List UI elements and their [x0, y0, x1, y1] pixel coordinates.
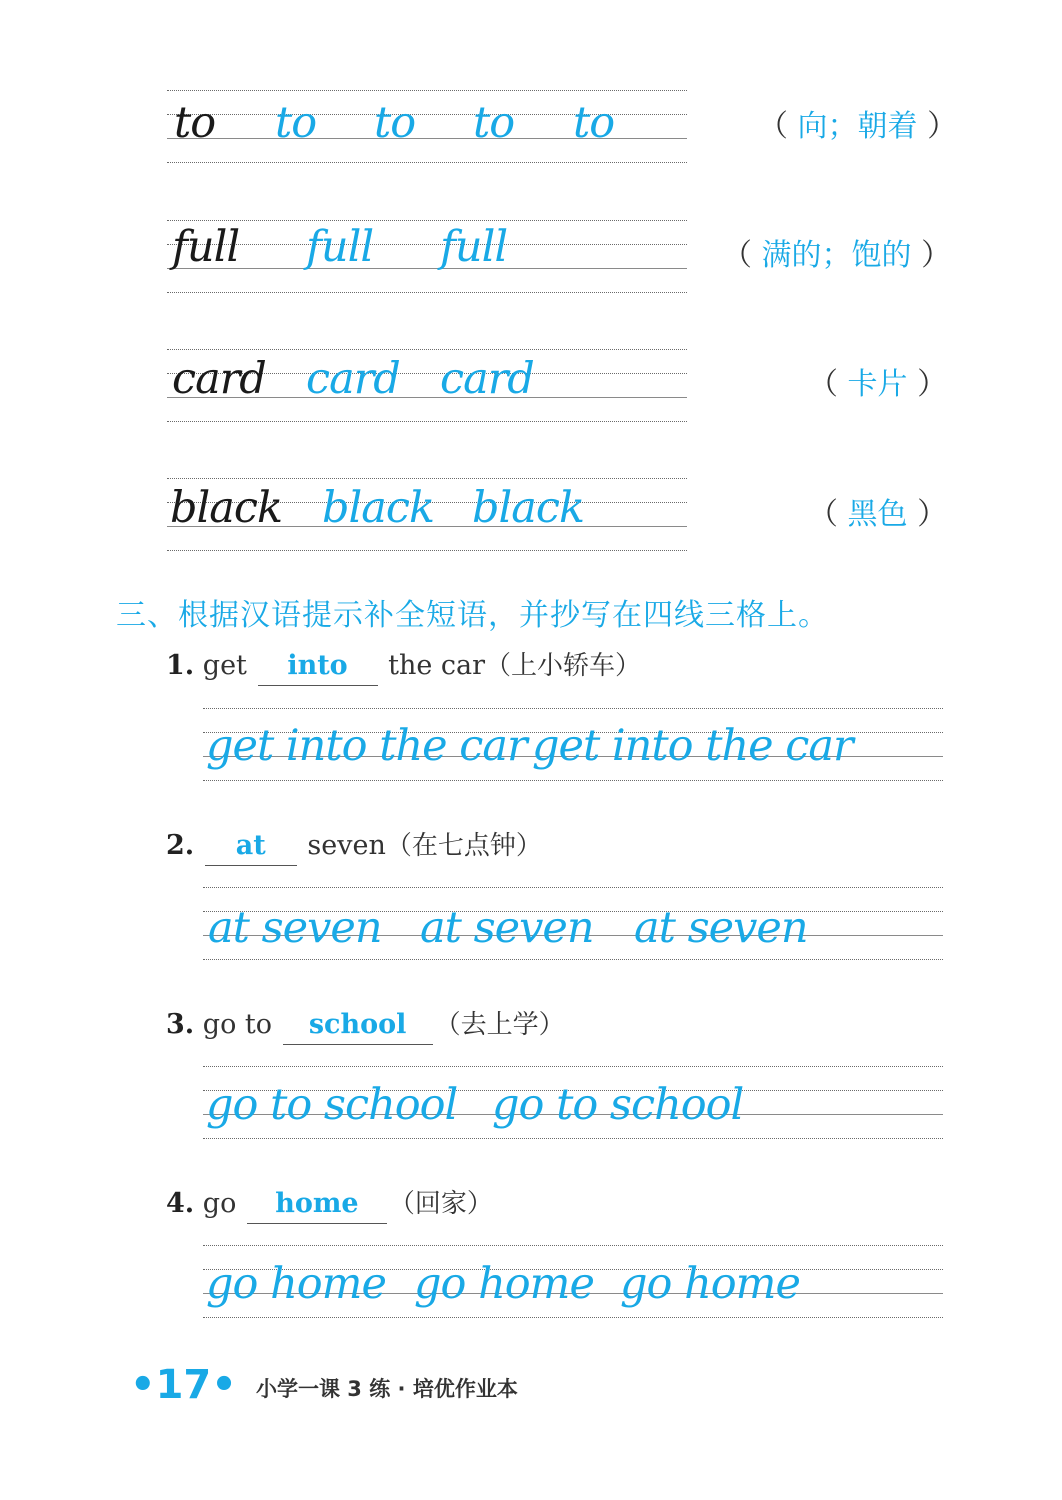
answer-blank[interactable]: school: [283, 1011, 433, 1045]
section-title: 三、根据汉语提示补全短语，并抄写在四线三格上。: [116, 598, 829, 633]
chinese-hint: （在七点钟）: [385, 831, 542, 861]
answer-blank[interactable]: into: [258, 652, 378, 686]
phrase-after: the car: [388, 650, 486, 681]
phrase-before: get: [202, 650, 247, 681]
page-number: •17•: [130, 1362, 237, 1408]
book-title: 小学一课 3 练 · 培优作业本: [256, 1377, 518, 1401]
copied-phrase: get into the car: [206, 721, 527, 771]
copied-phrase: go home: [206, 1259, 386, 1309]
phrase-prompt: [166, 832, 542, 866]
copied-phrase: at seven: [634, 903, 808, 953]
word-meaning: （ 黑色 ）: [808, 497, 948, 532]
phrase-after: seven: [307, 830, 386, 861]
phrase-before: go to: [202, 1009, 273, 1040]
copied-word: to: [374, 98, 416, 148]
word-meaning: （ 满的；饱的 ）: [722, 238, 952, 273]
chinese-hint: （去上学）: [434, 1010, 565, 1040]
item-number: 1.: [166, 650, 195, 681]
copied-phrase: go home: [414, 1259, 594, 1309]
phrase-before: go: [202, 1188, 237, 1219]
copied-phrase: go to school: [206, 1080, 458, 1130]
model-word: black: [170, 483, 283, 533]
copied-word: card: [440, 354, 534, 404]
chinese-hint: （上小轿车）: [485, 651, 642, 681]
copied-word: full: [306, 222, 374, 272]
item-number: 3.: [166, 1009, 195, 1040]
copied-word: black: [472, 483, 585, 533]
phrase-prompt: [166, 1190, 493, 1224]
copied-word: full: [440, 222, 508, 272]
copied-word: black: [322, 483, 435, 533]
copied-phrase: at seven: [208, 903, 382, 953]
model-word: to: [174, 98, 216, 148]
phrase-prompt: [166, 1011, 565, 1045]
copied-phrase: go home: [620, 1259, 800, 1309]
phrase-prompt: [166, 652, 641, 686]
writing-band: [167, 220, 687, 292]
answer-blank[interactable]: at: [205, 832, 297, 866]
item-number: 4.: [166, 1188, 195, 1219]
copied-phrase: go to school: [492, 1080, 744, 1130]
copied-word: to: [473, 98, 515, 148]
word-meaning: （ 卡片 ）: [808, 367, 948, 402]
model-word: full: [172, 222, 240, 272]
model-word: card: [172, 354, 266, 404]
item-number: 2.: [166, 830, 195, 861]
copied-phrase: get into the car: [532, 721, 853, 771]
copied-word: to: [275, 98, 317, 148]
answer-blank[interactable]: home: [247, 1190, 387, 1224]
copied-phrase: at seven: [420, 903, 594, 953]
copied-word: to: [573, 98, 615, 148]
chinese-hint: （回家）: [388, 1189, 493, 1219]
word-meaning: （ 向；朝着 ）: [758, 109, 958, 144]
copied-word: card: [306, 354, 400, 404]
